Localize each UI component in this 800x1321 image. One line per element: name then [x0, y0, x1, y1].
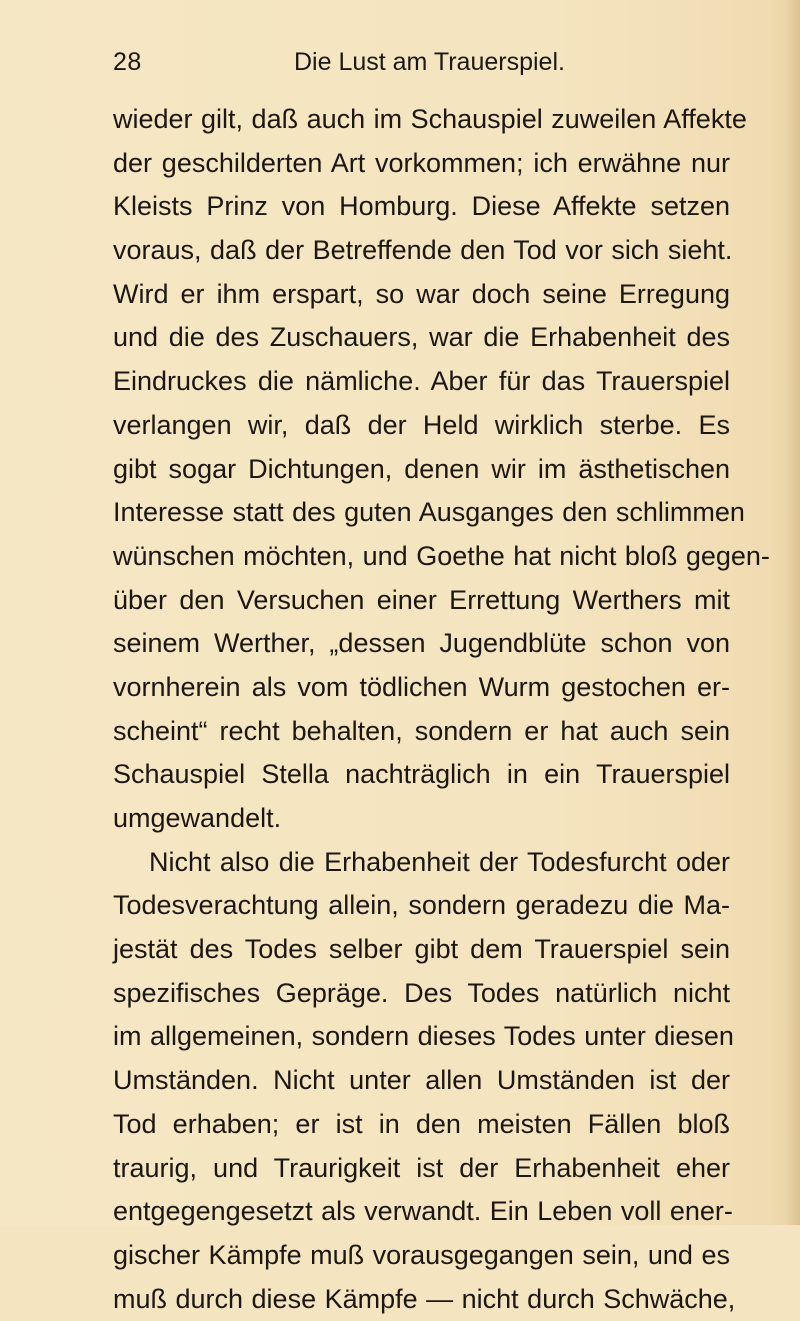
text-line: entgegengesetzt als verwandt. Ein Leben voll ener-: [113, 1196, 733, 1227]
text-line: Todesverachtung allein, sondern geradezu die Ma-: [113, 890, 730, 921]
text-line: Tod erhaben; er ist in den meisten Fällen bloß: [113, 1108, 730, 1139]
text-line: im allgemeinen, sondern dieses Todes unter diesen: [113, 1021, 734, 1052]
text-line: Schauspiel Stella nachträglich in ein Trauerspiel: [113, 759, 730, 790]
text-line: Wird er ihm erspart, so war doch seine Erregung: [113, 278, 730, 309]
text-line: Interesse statt des guten Ausganges den schlimmen: [113, 497, 745, 528]
text-line: spezifisches Gepräge. Des Todes natürlich nicht: [113, 977, 730, 1008]
text-line: seinem Werther, „dessen Jugendblüte schon von: [113, 628, 730, 659]
page-edge-shadow: [786, 0, 800, 1225]
text-line: Eindruckes die nämliche. Aber für das Trauerspiel: [113, 366, 730, 397]
text-line: gischer Kämpfe muß vorausgegangen sein, und es: [113, 1239, 730, 1270]
text-line: vornherein als vom tödlichen Wurm gestochen er-: [113, 671, 730, 702]
text-line: jestät des Todes selber gibt dem Trauerspiel sein: [113, 934, 730, 965]
page-header: [0, 48, 800, 84]
text-line: und die des Zuschauers, war die Erhabenheit des: [113, 322, 730, 353]
text-line: gibt sogar Dichtungen, denen wir im ästhetischen: [113, 453, 730, 484]
text-line: umgewandelt.: [113, 803, 282, 833]
text-line: Nicht also die Erhabenheit der Todesfurcht oder: [149, 846, 730, 877]
text-line: voraus, daß der Betreffende den Tod vor sich sieht.: [113, 235, 733, 266]
text-line: verlangen wir, daß der Held wirklich sterbe. Es: [113, 409, 730, 440]
text-line: Kleists Prinz von Homburg. Diese Affekte setzen: [113, 191, 730, 222]
text-line: scheint“ recht behalten, sondern er hat auch sein: [113, 715, 730, 746]
text-line: der geschilderten Art vorkommen; ich erwähne nur: [113, 147, 730, 178]
text-line: wieder gilt, daß auch im Schauspiel zuweilen Affekte: [113, 104, 747, 134]
text-line: muß durch diese Kämpfe — nicht durch Schwäche,: [113, 1283, 736, 1314]
body-text: [113, 98, 770, 1321]
text-line: über den Versuchen einer Errettung Werthers mit: [113, 584, 730, 615]
text-line: Umständen. Nicht unter allen Umständen ist der: [113, 1065, 730, 1096]
running-title: Die Lust am Trauerspiel.: [294, 48, 565, 76]
page-number: 28: [113, 48, 142, 76]
text-line: traurig, und Traurigkeit ist der Erhabenheit eher: [113, 1152, 730, 1183]
text-line: wünschen möchten, und Goethe hat nicht bloß gegen-: [113, 540, 770, 571]
